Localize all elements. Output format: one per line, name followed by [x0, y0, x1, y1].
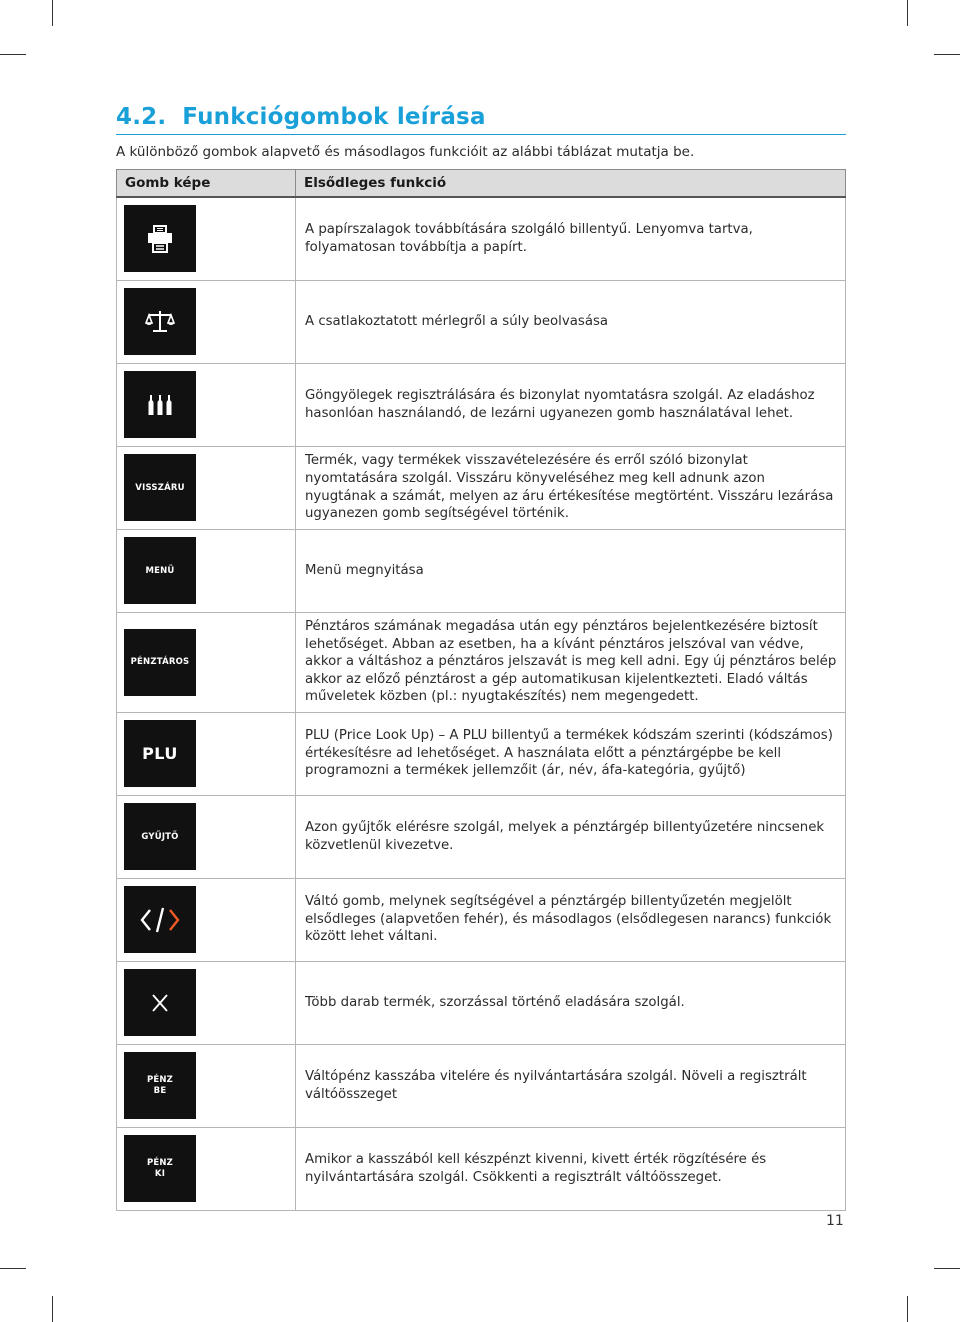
return-key	[124, 454, 196, 521]
table-row	[117, 878, 846, 961]
table-row	[117, 363, 846, 446]
table-row	[117, 446, 846, 529]
row-description: A csatlakoztatott mérlegről a súly beolvasása	[296, 280, 846, 363]
row-description: Pénztáros számának megadása után egy pénztáros bejelentkezésére biztosít lehetőséget. Abban az esetben, ha a kívánt pénztáros jelszóval van védve, akkor a váltáshoz a pénztáros jelszavát is meg kell adni. Egy új pénztáros belép akkor az előző pénztárost a gép automatikusan kijelentkezteti. Eladó váltás műveletek közben (pl.: nyugtakészítés) nem megengedett.	[296, 612, 846, 712]
plu-key	[124, 720, 196, 787]
row-description: PLU (Price Look Up) – A PLU billentyű a termékek kódszám szerinti (kódszámos) értékesítésre ad lehetőséget. A használata előtt a pénztárgépbe be kell programozni a termékek jellemzőit (ár, név, áfa-kategória, gyűjtő)	[296, 712, 846, 795]
scale-icon	[145, 309, 175, 335]
row-description: Göngyölegek regisztrálására és bizonylat nyomtatásra szolgál. Az eladáshoz hasonlóan használandó, de lezárni ugyanezen gomb használatával lehet.	[296, 363, 846, 446]
table-row	[117, 1127, 846, 1210]
shift-key	[124, 886, 196, 953]
crop-mark	[52, 1296, 53, 1322]
row-description: Azon gyűjtők elérésre szolgál, melyek a pénztárgép billentyűzetére nincsenek közvetlenül kivezetve.	[296, 795, 846, 878]
crop-mark	[0, 54, 26, 55]
intro-text: A különböző gombok alapvető és másodlagos funkcióit az alábbi táblázat mutatja be.	[116, 144, 695, 160]
table-row	[117, 197, 846, 280]
bottle-deposit-key	[124, 371, 196, 438]
header-primary-function: Elsődleges funkció	[296, 170, 846, 198]
table-row	[117, 612, 846, 712]
bottles-icon	[147, 393, 173, 417]
crop-mark	[934, 54, 960, 55]
multiply-icon	[150, 993, 170, 1013]
collector-key	[124, 803, 196, 870]
row-description: A papírszalagok továbbítására szolgáló billentyű. Lenyomva tartva, folyamatosan továbbítja a papírt.	[296, 197, 846, 280]
row-description: Termék, vagy termékek visszavételezésére és erről szóló bizonylat nyomtatására szolgál. Visszáru könyveléséhez meg kell adnunk azon nyugtának a számát, melyen az áru értékesítése megtörtént. Visszáru lezárása ugyanezen gomb segítségével történik.	[296, 446, 846, 529]
cash-out-key	[124, 1135, 196, 1202]
shift-icon	[140, 905, 180, 935]
crop-mark	[0, 1268, 26, 1269]
row-description: Menü megnyitása	[296, 529, 846, 612]
menu-key-label: MENÜ	[145, 565, 175, 576]
section-number: 4.2.	[116, 104, 167, 130]
table-row	[117, 961, 846, 1044]
return-key-label: VISSZÁRU	[135, 482, 185, 493]
table-row	[117, 712, 846, 795]
printer-feed-icon	[145, 224, 175, 254]
header-button-image: Gomb képe	[117, 170, 296, 198]
paper-feed-key	[124, 205, 196, 272]
page-number: 11	[826, 1213, 844, 1229]
cash-out-key-label: PÉNZ KI	[146, 1157, 174, 1179]
table-header-row	[117, 170, 846, 198]
row-description: Váltó gomb, melynek segítségével a pénztárgép billentyűzetén megjelölt elsődleges (alapvetően fehér), és másodlagos (elsődlegesen narancs) funkciók között lehet váltani.	[296, 878, 846, 961]
cash-in-key	[124, 1052, 196, 1119]
multiply-key	[124, 969, 196, 1036]
row-description: Több darab termék, szorzással történő eladására szolgál.	[296, 961, 846, 1044]
table-row	[117, 280, 846, 363]
cashier-key	[124, 629, 196, 696]
crop-mark	[52, 0, 53, 26]
scale-key	[124, 288, 196, 355]
function-key-table	[116, 169, 846, 1211]
cash-in-key-label: PÉNZ BE	[146, 1074, 174, 1096]
crop-mark	[907, 1296, 908, 1322]
plu-key-label: PLU	[142, 744, 178, 763]
section-title: Funkciógombok leírása	[182, 104, 486, 130]
crop-mark	[907, 0, 908, 26]
row-description: Amikor a kasszából kell készpénzt kivenni, kivett érték rögzítésére és nyilvántartására szolgál. Csökkenti a regisztrált váltóösszeget.	[296, 1127, 846, 1210]
table-row	[117, 529, 846, 612]
collector-key-label: GYŰJTŐ	[141, 831, 179, 842]
table-row	[117, 795, 846, 878]
cashier-key-label: PÉNZTÁROS	[130, 657, 190, 667]
section-heading	[116, 104, 846, 135]
menu-key	[124, 537, 196, 604]
row-description: Váltópénz kasszába vitelére és nyilvántartására szolgál. Növeli a regisztrált váltóösszeget	[296, 1044, 846, 1127]
crop-mark	[934, 1268, 960, 1269]
table-row	[117, 1044, 846, 1127]
